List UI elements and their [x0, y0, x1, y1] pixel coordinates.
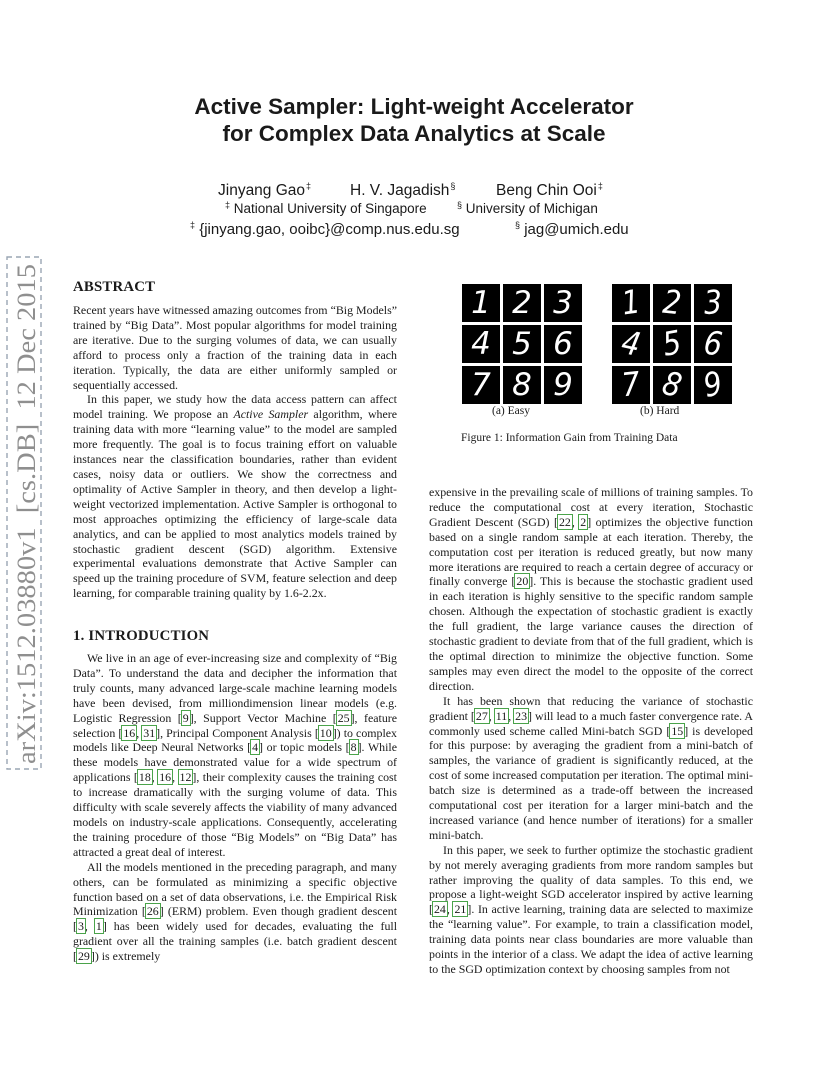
abstract-heading: ABSTRACT	[73, 279, 156, 295]
email-2: § jag@umich.edu	[515, 220, 629, 238]
digit-image	[612, 284, 650, 322]
digit-image	[612, 366, 650, 404]
introduction-body	[73, 651, 397, 964]
digit-glyph: 4	[618, 323, 644, 365]
digit-image	[653, 284, 691, 322]
digit-image	[503, 284, 541, 322]
subcaption-hard: (b) Hard	[640, 405, 680, 417]
title-line-2: for Complex Data Analytics at Scale	[222, 121, 606, 146]
affiliation-2: § University of Michigan	[457, 200, 598, 216]
digit-image	[694, 366, 732, 404]
email-1: ‡ {jinyang.gao, ooibc}@comp.nus.edu.sg	[190, 220, 460, 238]
digit-glyph: 6	[553, 326, 573, 362]
right-paragraph-3: In this paper, we seek to further optimize the stochastic gradient by not merely averaging gradients from more random samples but rather improving the quality of data samples. To this end, we propose a light-weight SGD accelerator inspired by active learning [24, 21]. In active learning, training data are selected to maximize the “learning value”. For example, to train a classification model, training data points near class boundaries are more valuable than points in the interior of a class. We adapt the idea of active learning to the SGD optimization context by choosing samples from not	[429, 842, 753, 976]
digit-glyph: 1	[471, 285, 491, 321]
digit-image	[462, 284, 500, 322]
digit-image	[544, 284, 582, 322]
intro-paragraph-2: All the models mentioned in the preceding paragraph, and many others, can be formulated as minimizing a specific objective function based on a set of data observations, i.e. the Empirical Risk Minimization [26] (ERM) problem. Even though gradient descent [3, 1] has been widely used for decades, evaluating the full gradient over all the training samples (i.e. batch gradient descent [29]) is extremely	[73, 859, 398, 964]
right-paragraph-2: It has been shown that reducing the variance of stochastic gradient [27, 11, 23] will lead to a much faster convergence rate. A commonly used scheme called Mini-batch SGD [15] is developed for this purpose: by averaging the gradient from a mini-batch of samples, the variance of gradient is significantly reduced, at the cost of some increased computation per iteration. The optimal mini-batch size is determined as a trade-off between the increased computational cost per iteration for a larger mini-batch and the increased variance (and hence number of iterations) for a smaller mini-batch.	[429, 693, 754, 842]
figure-1-caption: Figure 1: Information Gain from Training Data	[461, 432, 678, 444]
author-2: H. V. Jagadish§	[350, 181, 456, 199]
author-1: Jinyang Gao‡	[218, 181, 312, 199]
right-paragraph-1: expensive in the prevailing scale of millions of training samples. To reduce the computational cost at every iteration, Stochastic Gradient Descent (SGD) [22, 2] optimizes the objective function based on a single random sample at each iteration. Thereby, the computation cost per iteration is reduced greatly, but now many more iterations are required to reach a certain degree of accuracy or finally converge [20]. This is because the stochastic gradient used in each iteration is highly sensitive to the specific random sample chosen. Although the expectation of stochastic gradient is exactly the full gradient, the large variance causes the direction of stochastic gradient to deviate from that of the full gradient, which is the optimal direction to minimize the objective function. Some samples may even direct the model to the opposite of the correct direction.	[429, 485, 753, 693]
digit-glyph: 3	[553, 285, 573, 321]
digit-glyph: 5	[512, 326, 532, 362]
digit-glyph: 9	[700, 364, 726, 406]
digit-glyph: 8	[658, 364, 686, 406]
digit-glyph: 3	[702, 283, 724, 323]
digit-glyph: 2	[660, 283, 683, 323]
abstract-paragraph-1: Recent years have witnessed amazing outcomes from “Big Models” trained by “Big Data”. Most popular algorithms for model training are iterative. Due to the surging volumes of data, we can usually afford to process only a fraction of the training data in each iteration. Typically, the data are either uniformly sampled or sequentially accessed.	[73, 303, 397, 392]
abstract-body	[73, 303, 397, 601]
digit-image	[612, 325, 650, 363]
right-column-body	[429, 485, 753, 977]
title-line-1: Active Sampler: Light-weight Accelerator	[194, 94, 634, 119]
figure-1	[462, 284, 782, 444]
digit-image	[544, 366, 582, 404]
digit-glyph: 9	[553, 367, 573, 403]
digit-image	[694, 284, 732, 322]
digit-image	[503, 325, 541, 363]
digit-image	[653, 366, 691, 404]
digit-image	[462, 325, 500, 363]
digit-image	[694, 325, 732, 363]
digit-glyph: 4	[471, 326, 491, 362]
abstract-paragraph-2: In this paper, we study how the data access pattern can affect model training. We propose an Active Sampler algorithm, where training data with more “learning value” to the model are sampled more frequently. The goal is to focus training effort on valuable instances near the classification boundaries, rather than evident cases, noisy data or outliers. We show the correctness and optimality of Active Sampler in theory, and then develop a light-weight vectorized implementation. Active Sampler is orthogonal to most approaches optimizing the efficiency of large-scale data analytics, and can be applied to most analytics models trained by stochastic gradient descent (SGD) algorithm. Extensive experimental evaluations demonstrate that Active Sampler can speed up the training procedure of SVM, feature selection and deep learning, for comparable training quality by 1.6-2.2x.	[73, 392, 397, 601]
digit-glyph: 7	[471, 367, 491, 403]
digit-image	[544, 325, 582, 363]
author-3: Beng Chin Ooi‡	[496, 181, 603, 199]
digit-glyph: 2	[512, 285, 532, 321]
subcaption-easy: (a) Easy	[492, 405, 530, 417]
paper-title	[0, 93, 828, 147]
arxiv-stamp	[2, 256, 46, 770]
affiliation-1: ‡ National University of Singapore	[225, 200, 427, 216]
arxiv-stamp-text: arXiv:1512.03880v1 [cs.DB] 12 Dec 2015	[12, 307, 41, 764]
digit-glyph: 6	[701, 324, 725, 364]
introduction-heading: 1. INTRODUCTION	[73, 628, 210, 644]
digit-glyph: 7	[619, 365, 642, 405]
digit-glyph: 5	[659, 323, 685, 365]
digit-glyph: 1	[619, 283, 643, 323]
digit-glyph: 8	[512, 367, 532, 403]
digit-image	[503, 366, 541, 404]
intro-paragraph-1: We live in an age of ever-increasing size and complexity of “Big Data”. To understand the data and decipher the information that truly counts, many advanced large-scale machine learning models have been devised, from milliondimension linear models (e.g. Logistic Regression [9], Support Vector Machine [25], feature selection [16, 31], Principal Component Analysis [10]) to complex models like Deep Neural Networks [4] or topic models [8]. While these models have demonstrated value for a wide spectrum of applications [18, 16, 12], their complexity causes the training cost to increase dramatically with the surging volume of data. This difficulty with scale severely affects the viability of many advanced models on industry-scale applications. Consequently, accelerating the training procedure of those “Big Models” on “Big Data” has attracted a great deal of interest.	[73, 651, 398, 859]
digit-image	[653, 325, 691, 363]
digit-image	[462, 366, 500, 404]
